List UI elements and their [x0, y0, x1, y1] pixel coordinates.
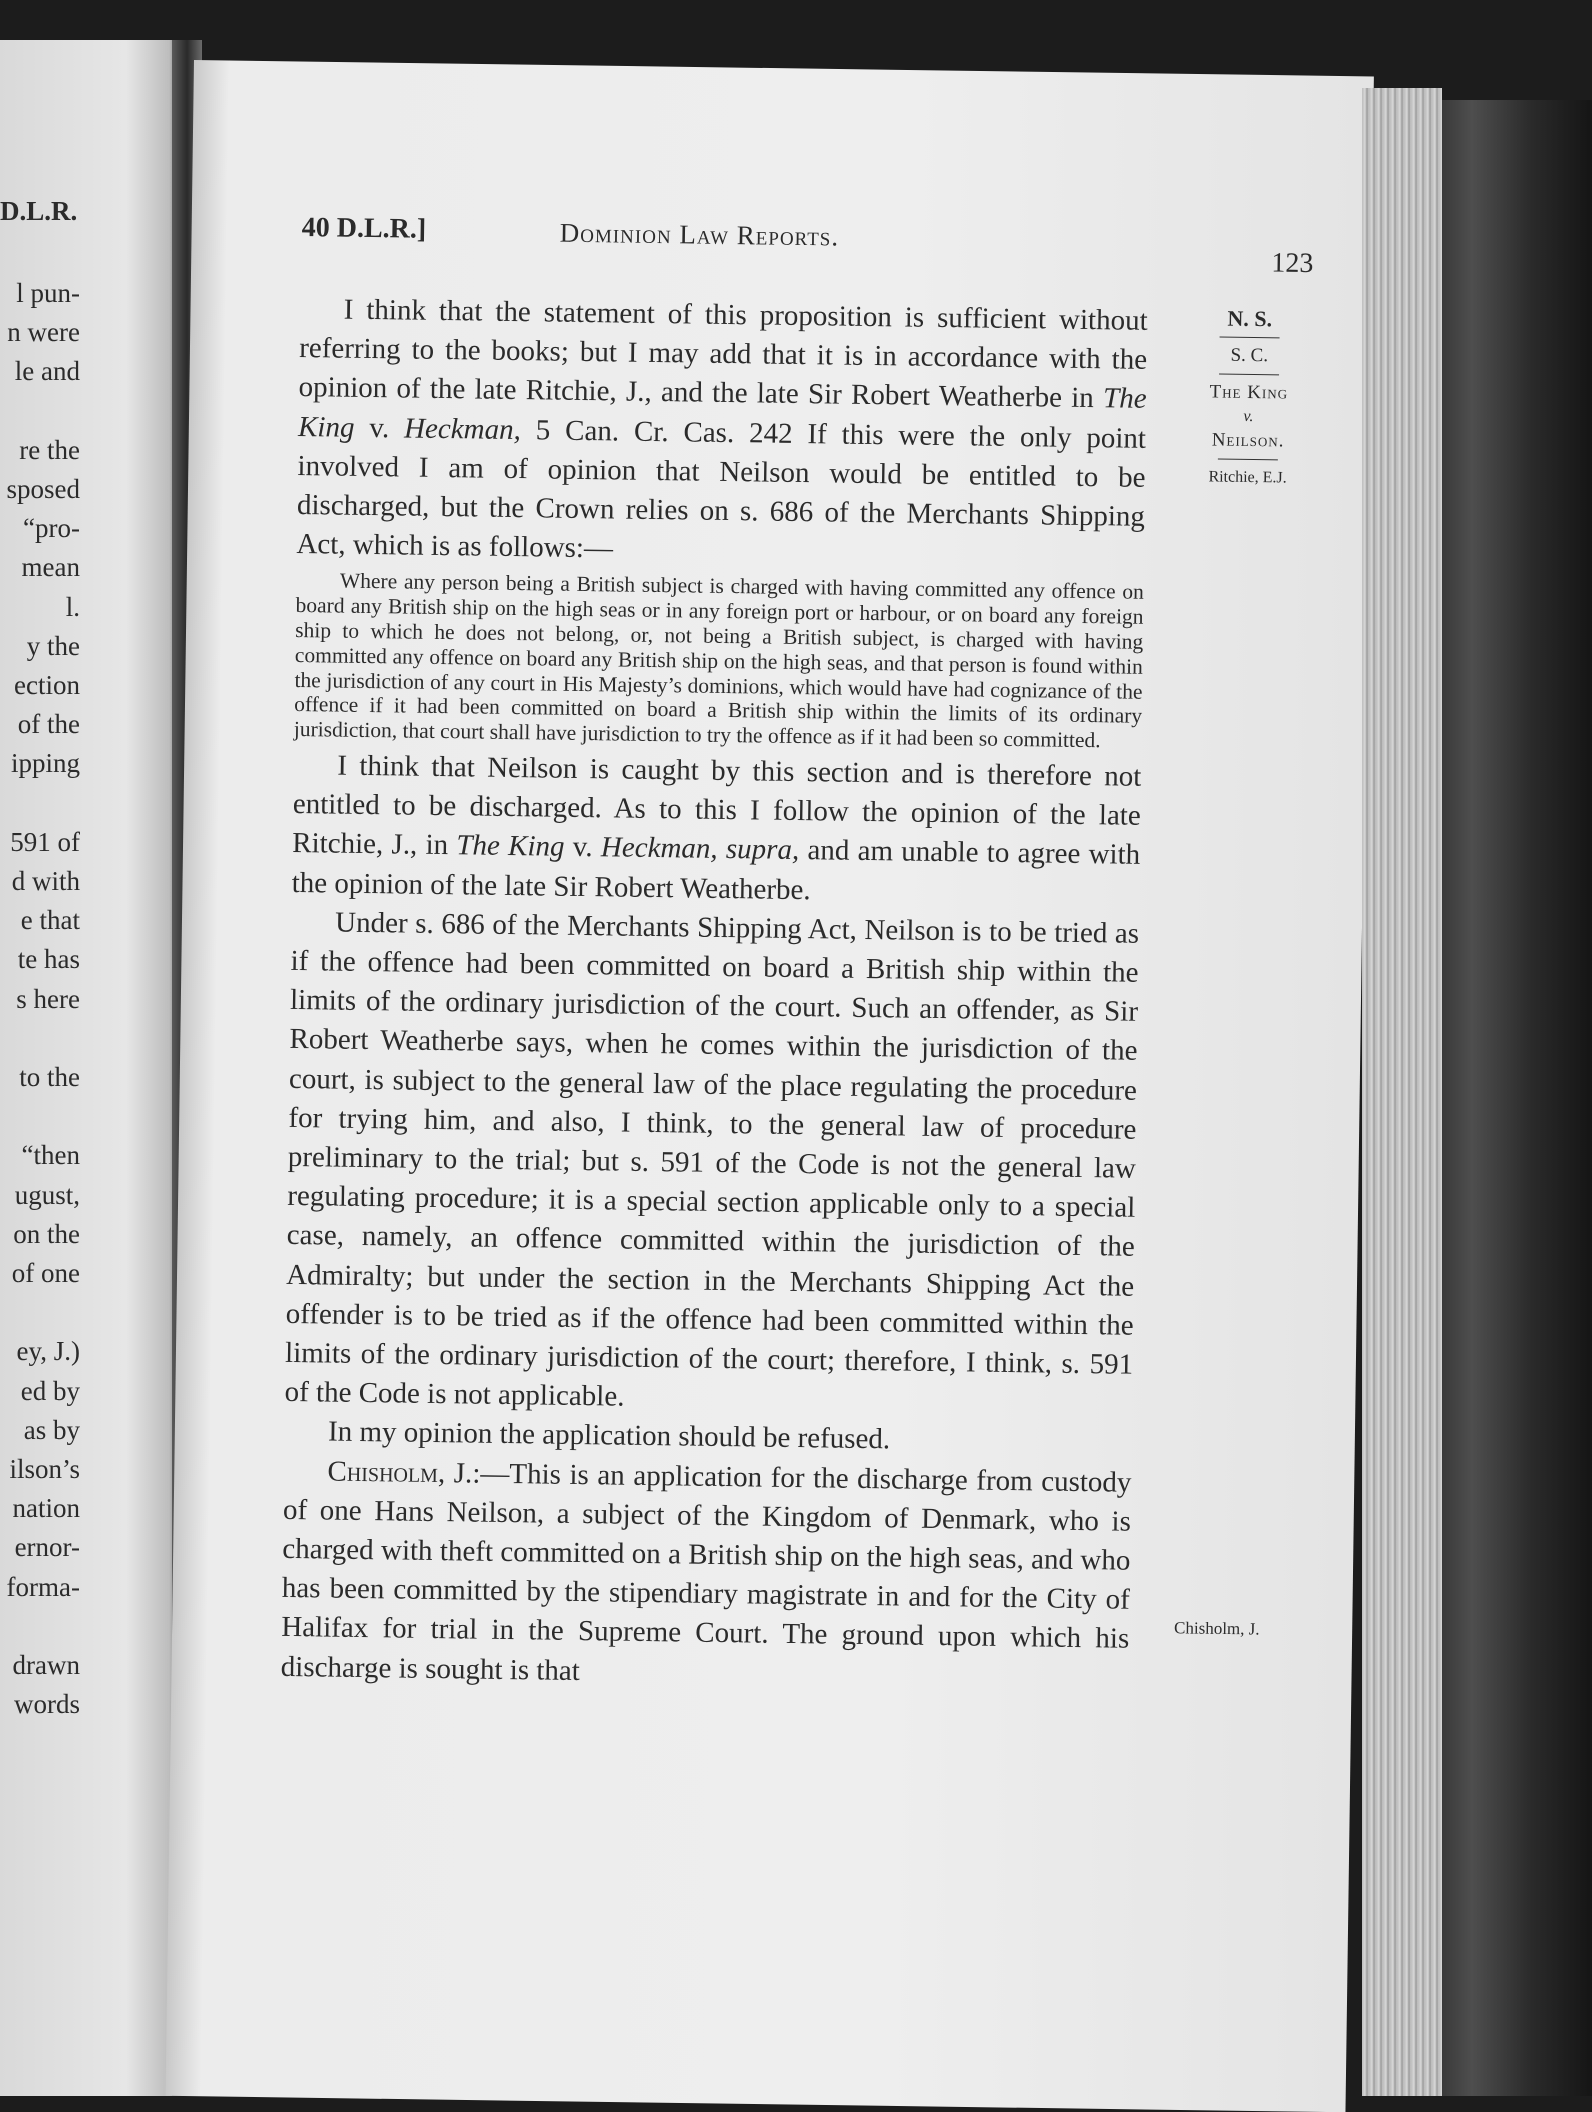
paragraph: In my opinion the application should be refused. — [327, 1415, 891, 1456]
text-run: I think that Neilson is caught by this section and is therefore not entitled to be discharged. As to this I follow the opinion of the late Ritchie, J., in — [292, 749, 1142, 862]
left-page-fragment-text: nation — [12, 1493, 80, 1524]
text-run: :—This is an application for the discharge from custody of one Hans Neilson, a subject of the Kingdom of Denmark, who is charged with theft committed on a British ship on the high seas, and who has been committed by the stipendiary magistrate in and for the City of Halifax for trial in the Supreme Court. The ground upon which his discharge is sought is that — [280, 1457, 1132, 1687]
left-page-fragment-text: ey, J.) — [16, 1336, 80, 1367]
left-page-fragment — [0, 1572, 80, 1606]
divider — [1220, 337, 1280, 339]
left-page-fragment — [0, 1376, 80, 1410]
judge-margin-note: Chisholm, J. — [1173, 1618, 1260, 1639]
left-page-fragment — [0, 1219, 80, 1253]
left-page-fragment-text: “then — [21, 1140, 80, 1171]
left-page-fragment-text: le and — [14, 356, 80, 387]
left-page-fragment-text: of one — [11, 1258, 80, 1288]
judge-name: Chisholm, J. — [327, 1455, 473, 1490]
left-page-fragment — [0, 944, 80, 978]
left-page-fragment-text: ection — [14, 670, 80, 700]
book-spine — [1442, 100, 1592, 2096]
case-citation: The King — [456, 829, 565, 864]
text-run: 5 Can. Cr. Cas. 242 If this were the only point involved I am of opinion that Neilson would be entitled to be discharged, but the Crown relies on s. 686 of the Merchants Shipping Act, which is as follows:— — [296, 413, 1147, 565]
left-page-fragment — [0, 1454, 80, 1488]
left-page-fragment — [0, 748, 80, 782]
left-page-fragment-text: 591 of — [10, 826, 80, 857]
province-label: N. S. — [1227, 305, 1273, 332]
paragraph — [280, 1452, 1131, 1699]
case-citation: Heckman, supra, — [600, 831, 800, 867]
paragraph: Under s. 686 of the Merchants Shipping Act, Neilson is to be tried as if the offence had been committed on board a British ship within the limits of the ordinary jurisdiction of the court. Such an offender, as Sir Robert Weatherbe says, when he comes within the jurisdiction of the court, is subject to the general law of the place regulating the procedure for trying him, and also, I think, to the general law of procedure preliminary to the trial; but s. 591 of the Code is not the general law regulating procedure; it is a special section applicable only to a special case, namely, an offence committed within the jurisdiction of the Admiralty; but under the section in the Merchants Shipping Act the offender is to be tried as if the offence had been committed within the limits of the ordinary jurisdiction of the court; therefore, I think, s. 591 of the Code is not applicable. — [284, 906, 1140, 1413]
text-run: I think that the statement of this proposition is sufficient without referring to the books; but I may add that it is in accordance with the opinion of the late Ritchie, J., and the late Sir Robert Weatherbe in — [298, 293, 1148, 415]
volume-label: 40 D.L.R.] — [301, 212, 427, 245]
left-page-header: D.L.R. — [0, 196, 78, 226]
left-page-fragment-text: s here — [16, 983, 80, 1014]
divider — [1218, 459, 1278, 461]
statute-quote: Where any person being a British subject is charged with having committed any offence on board any British ship on the high seas or in any foreign port or harbour, or on board any foreign ship to which he does not belong, or, not being a British subject, is charged with having committed any offence on board any British ship on the high seas, and that person is found within the jurisdiction of any court in His Majesty’s dominions, which would have had cognizance of the offence if it had been committed on board a British ship within the limits of its ordinary jurisdiction, that court shall have jurisdiction to try the offence as if it had been so committed. — [293, 569, 1145, 753]
left-page-fragment-text: mean — [21, 552, 80, 583]
left-page-fragment — [0, 435, 80, 469]
left-page-fragment-text: ilson’s — [9, 1454, 80, 1484]
left-page-fragment-text: forma- — [6, 1571, 80, 1602]
left-page-fragment-text: l pun- — [16, 278, 80, 308]
left-page-fragment — [0, 278, 80, 312]
left-page-fragment — [0, 984, 80, 1018]
left-page-fragment-text: n were — [7, 317, 80, 348]
left-page-fragment-text: to the — [19, 1062, 80, 1092]
left-page-fragment-text: “pro- — [23, 513, 80, 544]
left-page-fragment — [0, 670, 80, 704]
court-label: S. C. — [1230, 344, 1269, 367]
left-page-fragment-text: d with — [11, 866, 80, 896]
left-page-fragment — [0, 1532, 80, 1566]
left-page-fragment-text: of the — [17, 709, 80, 740]
left-page-fragment — [0, 552, 80, 586]
paragraph — [291, 746, 1141, 915]
left-page-fragment — [0, 1650, 80, 1684]
left-page-fragment — [0, 1493, 80, 1527]
case-name-line2: Neilson. — [1211, 429, 1285, 452]
left-page-fragment-text: e that — [20, 905, 80, 936]
left-page-fragment-text: drawn — [12, 1650, 80, 1680]
left-page-fragment — [0, 1689, 80, 1723]
left-page-fragment-text: ugust, — [14, 1179, 80, 1210]
left-page-fragment — [0, 1062, 80, 1096]
left-page-fragment-text: as by — [23, 1414, 80, 1445]
case-versus: v. — [1243, 407, 1254, 426]
left-page-fragment-text: sposed — [6, 474, 80, 504]
left-page-fragment — [0, 1140, 80, 1174]
case-citation: The King — [297, 382, 1147, 444]
left-page-fragment — [0, 905, 80, 939]
text-run: v. — [354, 411, 405, 445]
case-name-line1: The King — [1209, 381, 1289, 404]
divider — [1219, 374, 1279, 376]
text-run: and am unable to agree with the opinion of the late Sir Robert Weatherbe. — [291, 834, 1141, 906]
left-page-fragment — [0, 474, 80, 508]
left-page-fragment — [0, 356, 80, 390]
text-run: v. — [564, 831, 602, 864]
paragraph — [296, 290, 1148, 576]
left-page-fragment — [0, 513, 80, 547]
left-page-fragment — [0, 592, 80, 626]
left-page-fragment — [0, 709, 80, 743]
journal-title: Dominion Law Reports. — [559, 217, 840, 252]
judge-label: Ritchie, E.J. — [1208, 468, 1287, 487]
left-page-fragment-text: re the — [19, 434, 80, 465]
left-page-fragment — [0, 317, 80, 351]
margin-notes — [1177, 306, 1320, 491]
case-citation: Heckman, — [403, 412, 522, 446]
left-page-fragment-text: ed by — [20, 1375, 80, 1406]
left-page-fragment — [0, 1415, 80, 1449]
left-page-fragment-text: te has — [17, 944, 80, 975]
left-page-fragment-text: ernor- — [14, 1532, 80, 1563]
left-page-fragment-text: ipping — [10, 748, 80, 779]
page-number: 123 — [1271, 247, 1314, 280]
left-page-fragment-text: l. — [65, 591, 80, 622]
left-page-fragment — [0, 1258, 80, 1292]
left-page-fragment-text: words — [14, 1689, 80, 1720]
left-page-fragment — [0, 866, 80, 900]
page-edges — [1362, 88, 1442, 2096]
left-page-fragment — [0, 631, 80, 665]
left-page-fragment-text: on the — [13, 1218, 80, 1249]
left-page-fragment-text: y the — [26, 630, 80, 661]
left-page-fragment — [0, 1180, 80, 1214]
body-text — [280, 290, 1147, 1699]
left-page-fragment — [0, 1336, 80, 1370]
left-page-fragment — [0, 827, 80, 861]
